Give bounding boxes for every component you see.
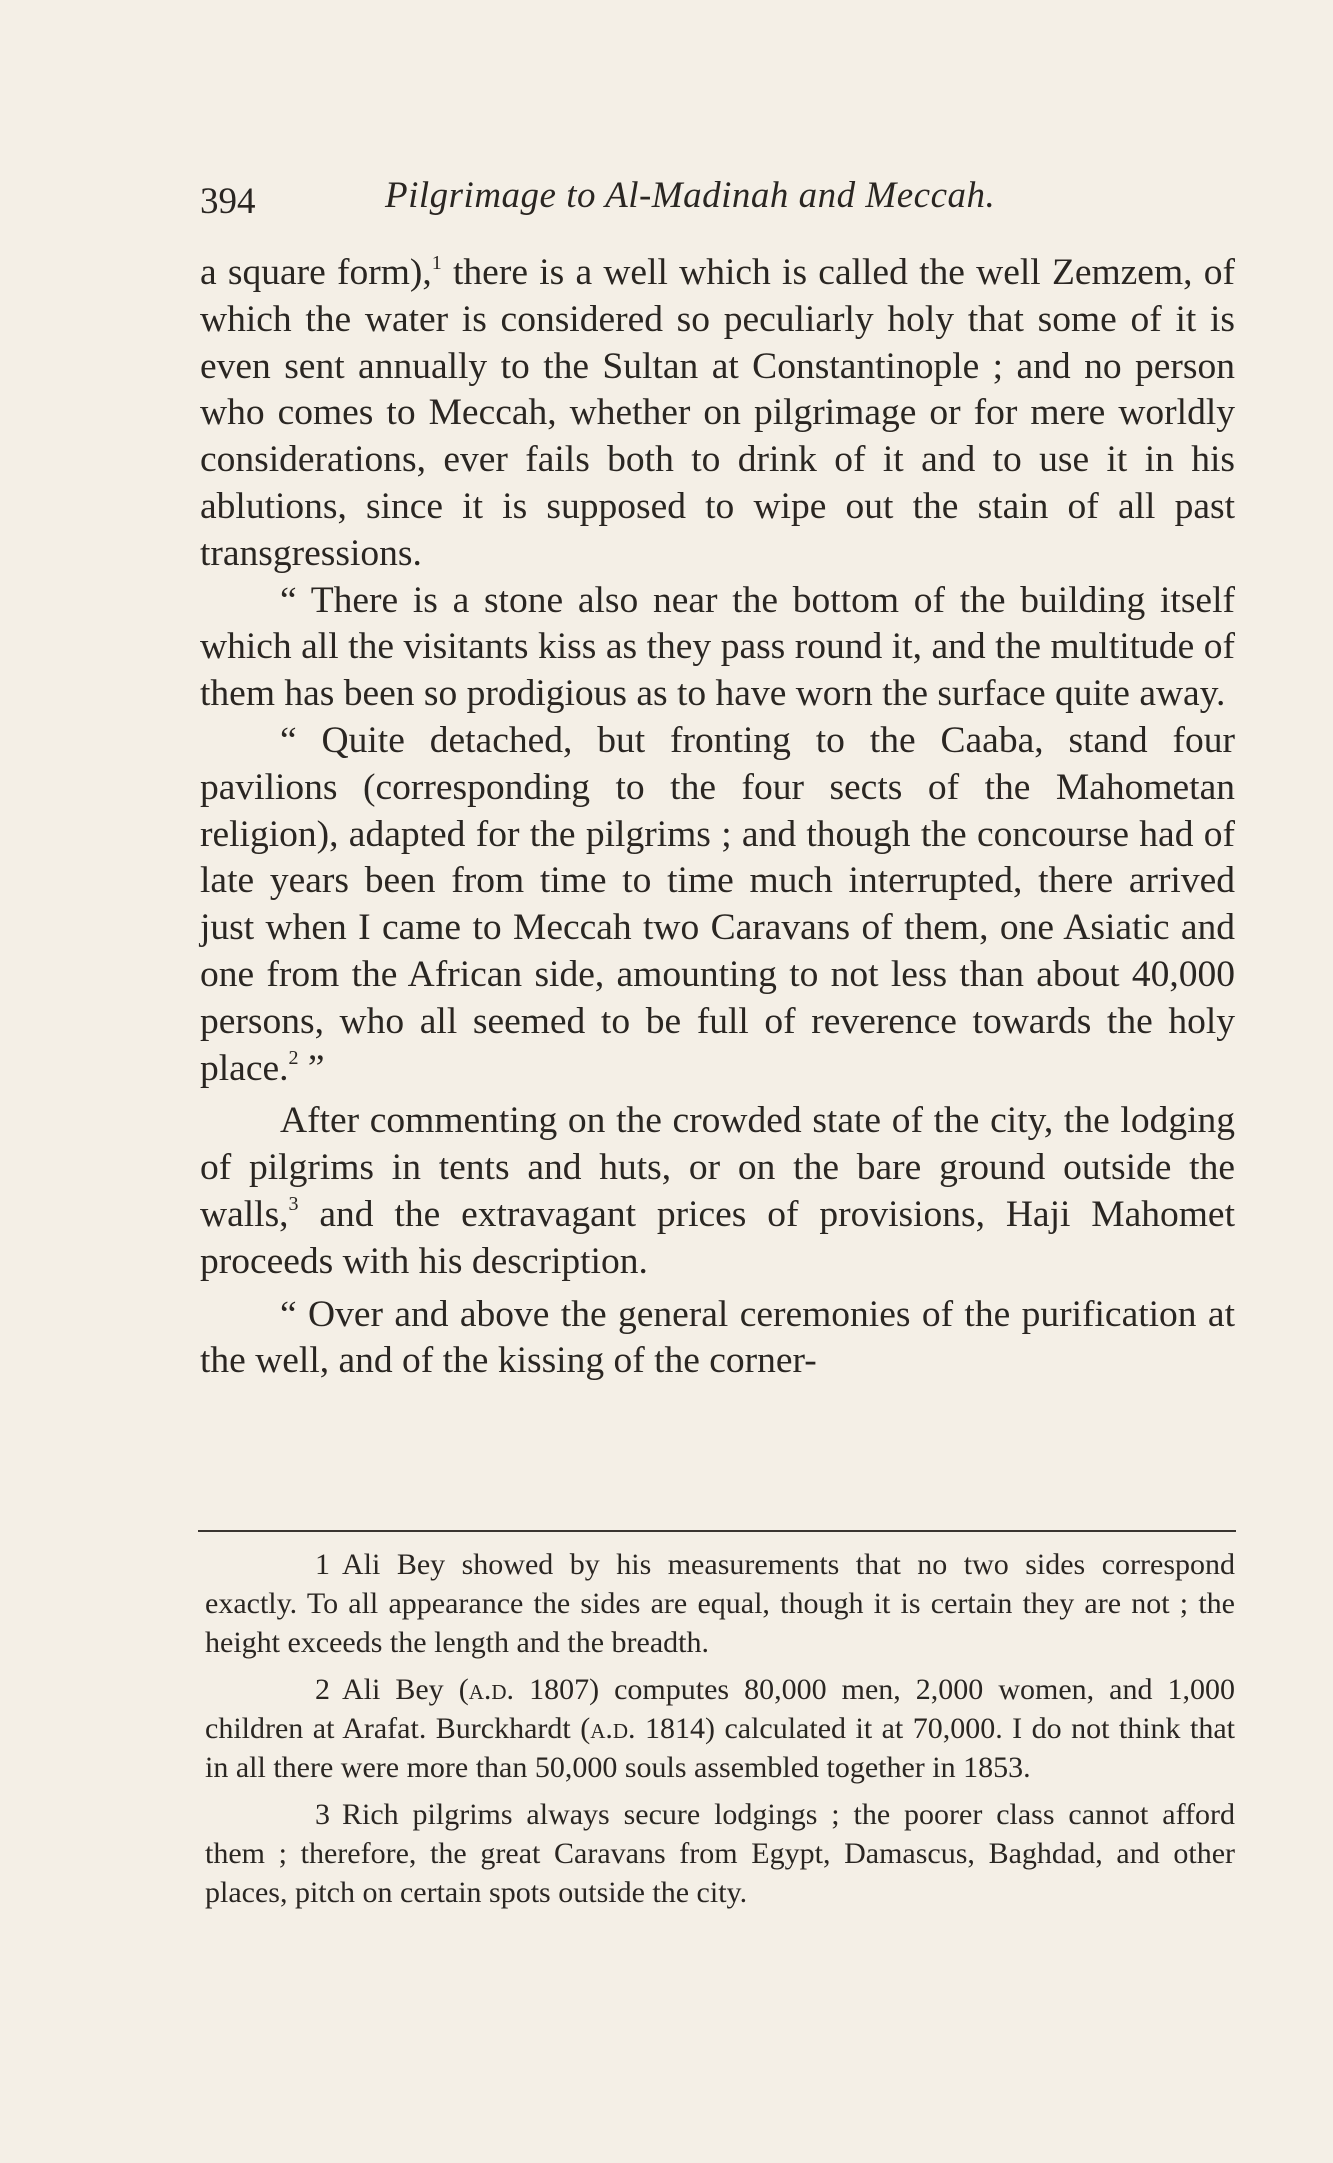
paragraph-5: “ Over and above the general ceremonies of the purification at the well, and of the kissing of the corner-	[200, 1293, 1235, 1382]
page-header	[200, 172, 1240, 232]
paragraph-3: “ Quite detached, but fronting to the Caaba, stand four pavilions (corresponding to the four sects of the Mahometan religion), adapted for the pilgrims ; and though the concourse had of late years been from time to time much interrupted, there arrived just when I came to Meccah two Caravans of them, one Asiatic and one from the African side, amounting to not less than about 40,000 persons, who all seemed to be full of reverence towards the holy place.$^2$ ”	[200, 719, 1235, 1089]
footnote-text: Rich pilgrims always secure lodgings ; the poorer class cannot afford them ; therefore, the great Caravans from Egypt, Damascus, Baghdad, and other places, pitch on certain spots outside the city.	[205, 1798, 1235, 1909]
footnote-ref-2: 2	[288, 1047, 299, 1070]
body-text	[200, 250, 1235, 1385]
footnote-ref-1: 1	[431, 251, 442, 274]
footnotes	[205, 1545, 1235, 1920]
paragraph-2: “ There is a stone also near the bottom of the building itself which all the visitants kiss as they pass round it, and the multitude of them has been so prodigious as to have worn the surface quite away.	[200, 579, 1235, 715]
footnote-divider	[198, 1530, 1236, 1532]
paragraph-4: After commenting on the crowded state of the city, the lodging of pilgrims in tents and huts, or on the bare ground outside the walls,$^3$ and the extravagant prices of provisions, Haji Mahomet proceeds with his description.	[200, 1100, 1235, 1282]
page-number: 394	[200, 181, 256, 222]
footnote-number: 2	[315, 1673, 330, 1706]
footnote-1	[205, 1545, 1235, 1662]
footnote-text: Ali Bey showed by his measurements that no two sides correspond exactly. To all appearance the sides are equal, though it is certain they are not ; the height exceeds the length and the breadth.	[205, 1548, 1235, 1659]
footnote-3	[205, 1795, 1235, 1912]
footnote-number: 1	[315, 1548, 330, 1581]
footnote-number: 3	[315, 1798, 330, 1831]
paragraph-1: a square form),$^1$ there is a well which is called the well Zemzem, of which the water is considered so peculiarly holy that some of it is even sent annually to the Sultan at Constantinople ; and no person who comes to Meccah, whether on pilgrimage or for mere worldly considerations, ever fails both to drink of it and to use it in his ablutions, since it is supposed to wipe out the stain of all past transgressions.	[200, 251, 1235, 574]
footnote-ref-3: 3	[288, 1193, 299, 1216]
footnote-2: 2 Ali Bey (a.d. 1807) computes 80,000 men, 2,000 women, and 1,000 children at Arafat. Burckhardt (a.d. 1814) calculated it at 70,000. I do not think that in all there were more than 50,000 souls assembled together in 1853.	[205, 1670, 1235, 1787]
running-title: Pilgrimage to Al-Madinah and Meccah.	[385, 175, 996, 216]
